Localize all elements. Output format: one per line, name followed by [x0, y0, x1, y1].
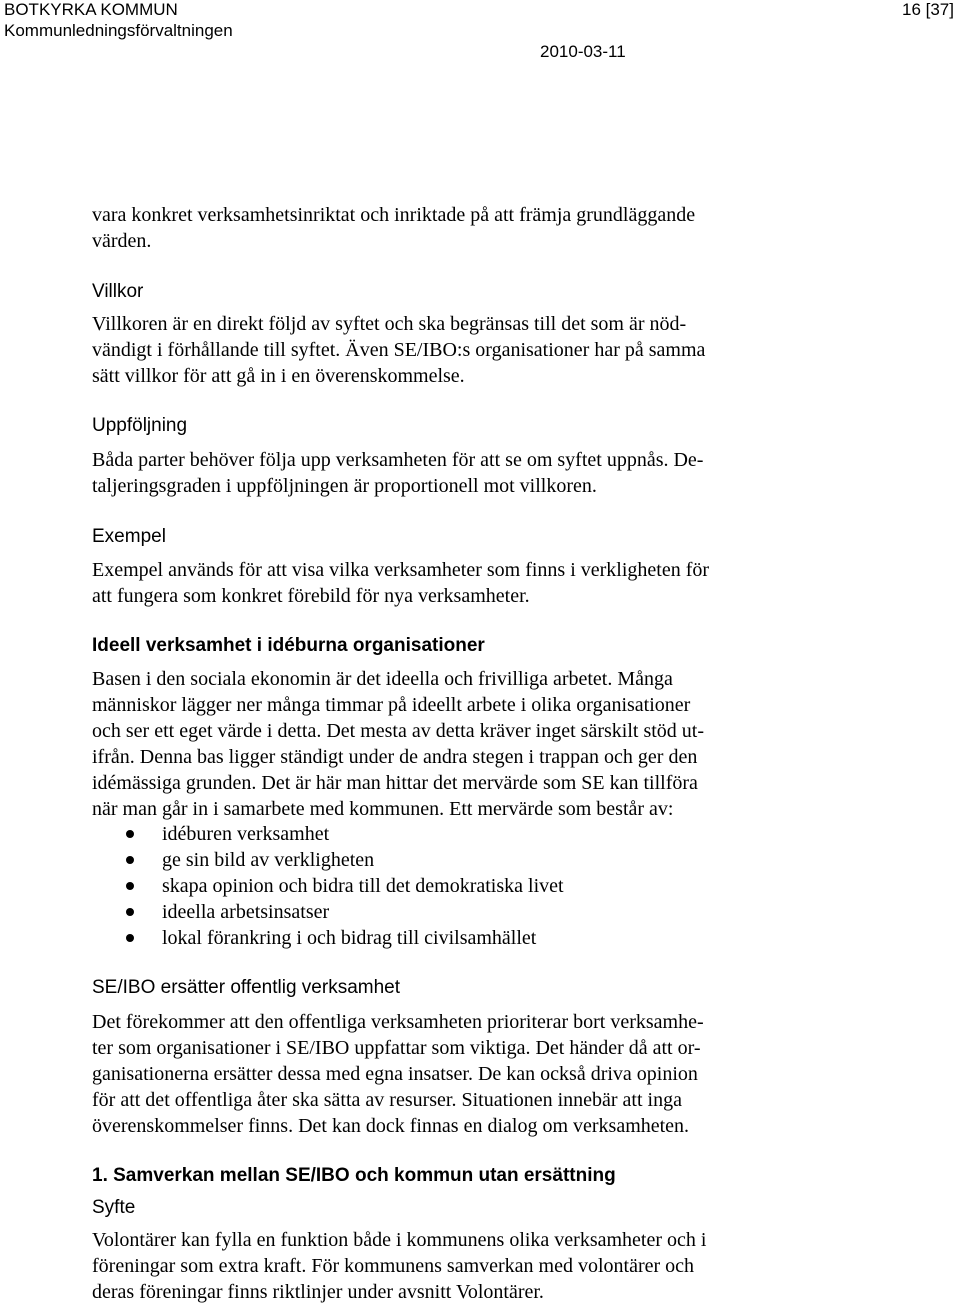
- list-item-text: idéburen verksamhet: [162, 823, 330, 845]
- bullet-icon: [126, 882, 134, 890]
- samverkan-paragraph: [92, 1227, 706, 1305]
- bullet-icon: [126, 856, 134, 864]
- uppfoljning-heading: Uppföljning: [92, 415, 188, 436]
- list-item-text: skapa opinion och bidra till det demokratiska livet: [162, 875, 564, 897]
- text-line: deras föreningar finns riktlinjer under avsnitt Volontärer.: [92, 1281, 544, 1303]
- text-line: Exempel används för att visa vilka verksamheter som finns i verkligheten för: [92, 559, 710, 581]
- text-line: människor lägger ner många timmar på ideellt arbete i olika organisationer: [92, 694, 691, 716]
- mervarde-list: [92, 821, 564, 951]
- text-line: och ser ett eget värde i detta. Det mesta av detta kräver inget särskilt stöd ut-: [92, 720, 705, 742]
- list-item-text: ge sin bild av verkligheten: [162, 849, 375, 871]
- text-line: Båda parter behöver följa upp verksamheten för att se om syftet uppnås. De-: [92, 449, 704, 471]
- text-line: sätt villkor för att gå in i en överenskommelse.: [92, 365, 465, 387]
- text-line: Volontärer kan fylla en funktion både i kommunens olika verksamheter och i: [92, 1229, 707, 1251]
- text-line: ifrån. Denna bas ligger ständigt under de andra stegen i trappan och ger den: [92, 746, 698, 768]
- text-line: Basen i den sociala ekonomin är det ideella och frivilliga arbetet. Många: [92, 668, 673, 690]
- text-line: idémässiga grunden. Det är här man hittar det mervärde som SE kan tillföra: [92, 772, 698, 794]
- syfte-subheading: Syfte: [92, 1197, 136, 1218]
- list-item: [92, 925, 564, 951]
- document-date: 2010-03-11: [540, 42, 626, 61]
- text-line: ganisationerna ersätter dessa med egna insatser. De kan också driva opinion: [92, 1063, 698, 1085]
- text-line: vara konkret verksamhetsinriktat och inriktade på att främja grundläggande: [92, 204, 696, 226]
- ideell-heading: Ideell verksamhet i idéburna organisationer: [92, 635, 485, 656]
- exempel-heading: Exempel: [92, 526, 166, 547]
- uppfoljning-paragraph: [92, 447, 703, 499]
- exempel-paragraph: [92, 557, 709, 609]
- villkor-paragraph: [92, 311, 705, 389]
- ersatter-paragraph: [92, 1009, 704, 1139]
- villkor-heading: Villkor: [92, 281, 144, 302]
- org-name: BOTKYRKA KOMMUN: [4, 0, 178, 19]
- intro-paragraph: [92, 202, 695, 254]
- text-line: värden.: [92, 230, 152, 252]
- list-item: [92, 821, 564, 847]
- samverkan-heading: 1. Samverkan mellan SE/IBO och kommun utan ersättning: [92, 1165, 616, 1186]
- text-line: Villkoren är en direkt följd av syftet och ska begränsas till det som är nöd-: [92, 313, 687, 335]
- list-item: [92, 847, 564, 873]
- list-item: [92, 899, 564, 925]
- text-line: Det förekommer att den offentliga verksamheten prioriterar bort verksamhe-: [92, 1011, 704, 1033]
- bullet-icon: [126, 830, 134, 838]
- ideell-paragraph: [92, 666, 704, 822]
- department-name: Kommunledningsförvaltningen: [4, 21, 233, 40]
- text-line: taljeringsgraden i uppföljningen är proportionell mot villkoren.: [92, 475, 597, 497]
- text-line: vändigt i förhållande till syftet. Även SE/IBO:s organisationer har på samma: [92, 339, 706, 361]
- ersatter-heading: SE/IBO ersätter offentlig verksamhet: [92, 977, 401, 998]
- text-line: ter som organisationer i SE/IBO uppfattar som viktiga. Det händer då att or-: [92, 1037, 701, 1059]
- bullet-icon: [126, 908, 134, 916]
- page-number: 16 [37]: [902, 0, 954, 19]
- text-line: att fungera som konkret förebild för nya verksamheter.: [92, 585, 530, 607]
- list-item: [92, 873, 564, 899]
- text-line: föreningar som extra kraft. För kommunens samverkan med volontärer och: [92, 1255, 695, 1277]
- bullet-icon: [126, 934, 134, 942]
- text-line: för att det offentliga åter ska sätta av resurser. Situationen innebär att inga: [92, 1089, 682, 1111]
- list-item-text: ideella arbetsinsatser: [162, 901, 330, 923]
- list-item-text: lokal förankring i och bidrag till civilsamhället: [162, 927, 537, 949]
- text-line: när man går in i samarbete med kommunen. Ett mervärde som består av:: [92, 798, 674, 820]
- text-line: överenskommelser finns. Det kan dock finnas en dialog om verksamheten.: [92, 1115, 690, 1137]
